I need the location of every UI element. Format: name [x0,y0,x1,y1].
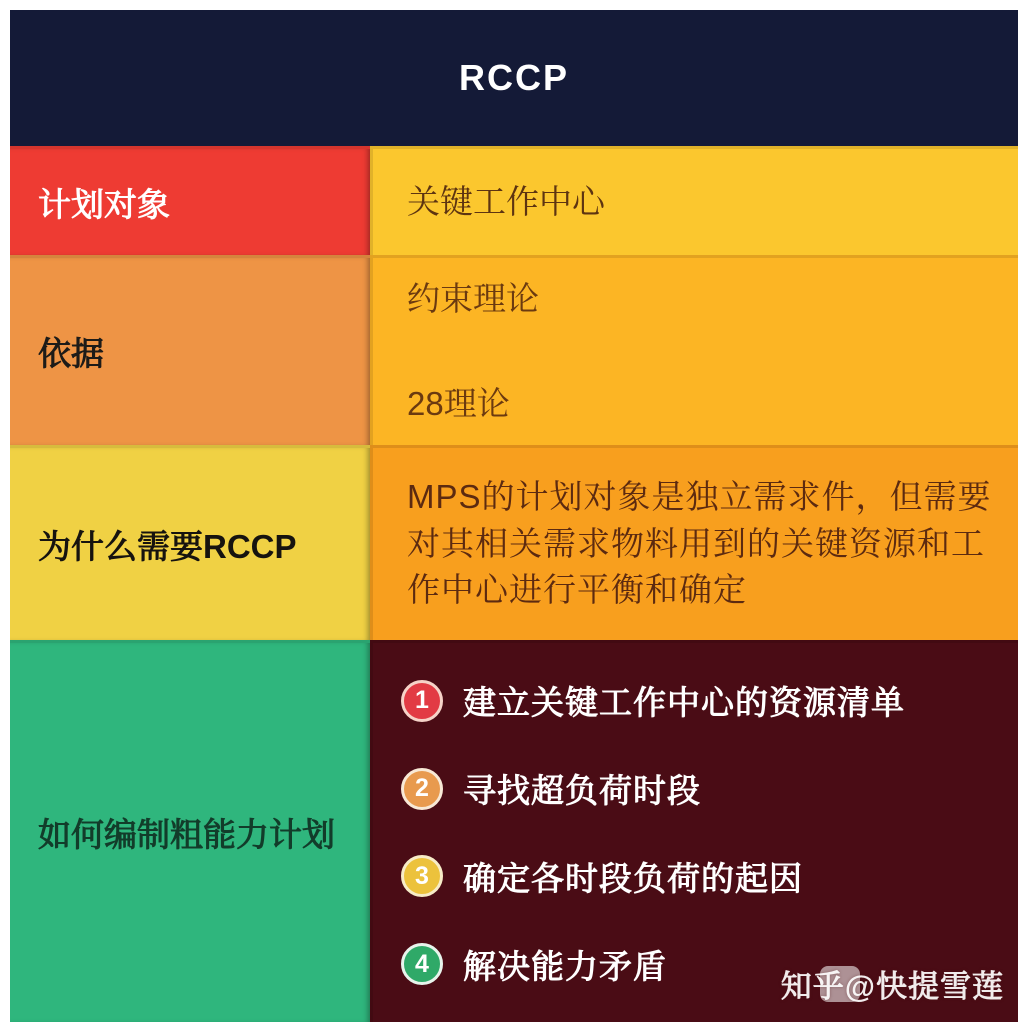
list-item [401,677,998,724]
rccp-infographic-card [10,10,1018,1022]
step-1-badge-icon: 1 [401,680,443,722]
row-content-basis [370,255,1018,445]
row-content-why-rccp [370,445,1018,640]
content-paragraph: MPS的计划对象是独立需求件，但需要对其相关需求物料用到的关键资源和工作中心进行平衡和确定 [407,477,992,609]
page-title: RCCP [458,57,569,98]
content-line: 关键工作中心 [407,182,605,220]
step-1-text: 建立关键工作中心的资源清单 [463,684,905,722]
step-4-text: 解决能力矛盾 [463,947,667,985]
list-item [401,765,998,812]
row-basis [10,255,1018,445]
row-why-rccp [10,445,1018,640]
row-label-planning-object: 计划对象 [10,146,370,255]
row-label-why-rccp: 为什么需要RCCP [10,445,370,640]
step-3-badge-icon: 3 [401,855,443,897]
content-line: 约束理论 [407,279,539,317]
row-label-basis: 依据 [10,255,370,445]
list-item [401,853,998,900]
step-4-badge-icon: 4 [401,943,443,985]
table-header [10,10,1018,146]
row-content-planning-object [370,146,1018,255]
step-2-badge-icon: 2 [401,768,443,810]
row-planning-object [10,146,1018,255]
step-2-text: 寻找超负荷时段 [463,772,701,810]
content-line: 28理论 [407,384,510,422]
watermark: 知乎@快提雪莲 [780,969,1004,1004]
row-label-how-to-compile: 如何编制粗能力计划 [10,640,370,1022]
step-3-text: 确定各时段负荷的起因 [463,859,803,897]
